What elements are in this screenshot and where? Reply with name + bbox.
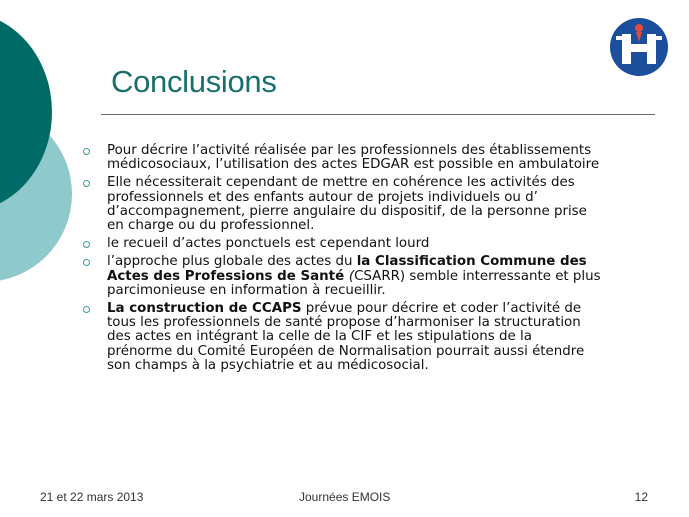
bullet-icon <box>83 259 90 266</box>
bullet-text-pre: l’approche plus globale des actes du <box>107 254 357 270</box>
bullet-text-post: prévue pour décrire et coder l’activité de tous les professionnels de santé propose d’harmoniser la structuration des actes en intégrant la celle de la CIF et les stipulations de la prénorme du Comité Européen de Normalisation pourrait aussi étendre son champs à la psychiatrie et au médicosocial. <box>107 301 585 373</box>
bullet-text-post: CSARR) semble interressante et plus parcimonieuse en information à recueillir. <box>107 268 601 298</box>
bullet-item-5 <box>81 302 601 373</box>
footer-page-number: 12 <box>634 490 648 504</box>
bullet-icon <box>83 180 90 187</box>
bullet-text: Elle nécessiterait cependant de mettre en cohérence les activités des professionnels et des enfants autour de projets individuels ou d’ d’accompagnement, pierre angulaire du dispositif, de la personne prise en charge ou du professionnel. <box>107 175 587 234</box>
bullet-icon <box>83 241 90 248</box>
bullet-item-4 <box>81 255 601 298</box>
bullet-text: le recueil d’actes ponctuels est cependant lourd <box>107 236 430 252</box>
slide-title: Conclusions <box>111 64 277 99</box>
bullet-item-1 <box>81 144 601 172</box>
bullet-icon <box>83 148 90 155</box>
footer-date: 21 et 22 mars 2013 <box>40 490 144 504</box>
bullet-text-bold: La construction de CCAPS <box>107 301 302 317</box>
footer-event: Journées EMOIS <box>299 490 391 504</box>
hospital-logo-icon <box>608 16 670 78</box>
bullet-list <box>81 144 601 377</box>
bullet-item-3 <box>81 237 601 251</box>
bullet-item-2 <box>81 176 601 233</box>
bullet-text-italic: ( <box>348 268 355 284</box>
title-divider <box>101 114 655 115</box>
bullet-text-bold: la Classification Commune des Actes des Professions de Santé <box>107 254 587 284</box>
bullet-icon <box>83 306 90 313</box>
bullet-text: Pour décrire l’activité réalisée par les professionnels des établissements médicosociaux, l’utilisation des actes EDGAR est possible en ambulatoire <box>107 143 600 173</box>
